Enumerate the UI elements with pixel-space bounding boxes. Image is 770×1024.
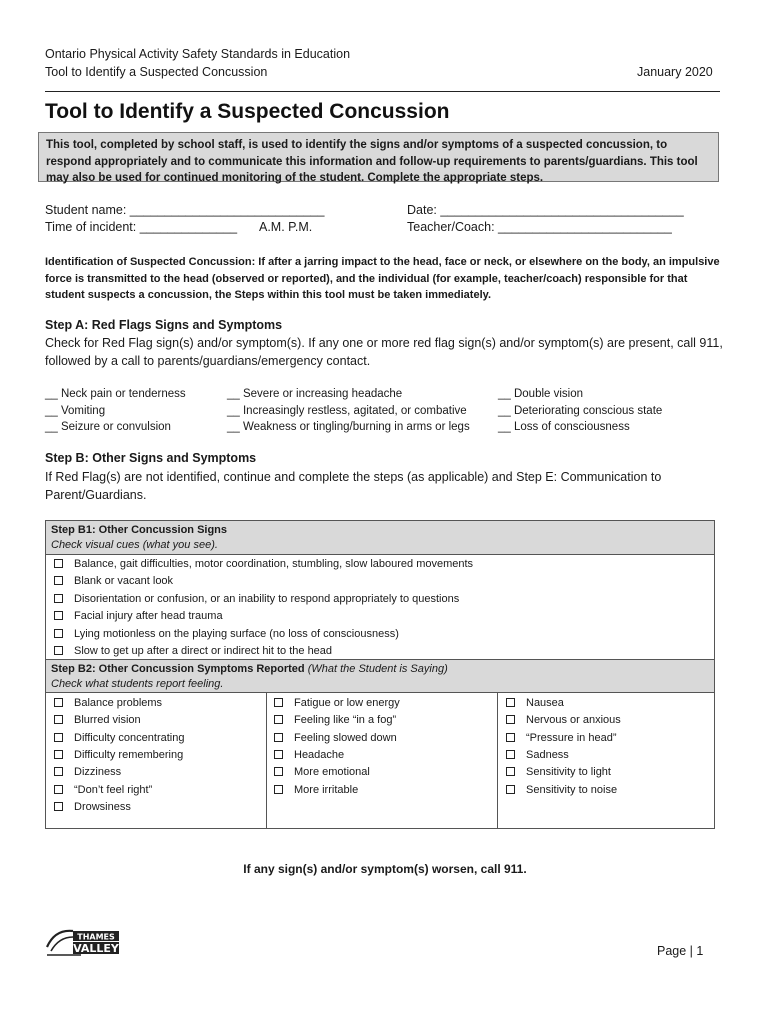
time-of-incident-field[interactable]: Time of incident: ______________ xyxy=(45,220,238,234)
b2-item-label: Sensitivity to light xyxy=(526,766,611,778)
b2-item[interactable] xyxy=(54,765,121,779)
b2-item[interactable] xyxy=(54,696,162,710)
step-b-text: If Red Flag(s) are not identified, continue and complete the steps (as applicable) and Step E: Communication to Parent/Guardians. xyxy=(45,470,662,502)
b1-item[interactable] xyxy=(54,574,173,588)
b2-item[interactable] xyxy=(54,748,183,762)
b2-item[interactable] xyxy=(54,713,141,727)
b2-item-label: Sensitivity to noise xyxy=(526,784,618,796)
red-flag-item[interactable]: __ Weakness or tingling/burning in arms or legs xyxy=(227,421,470,433)
column-divider xyxy=(497,692,498,829)
date-field[interactable]: Date: ___________________________________ xyxy=(407,203,684,217)
logo-mark xyxy=(45,925,125,959)
checkbox[interactable] xyxy=(274,733,283,742)
header-rule xyxy=(45,91,720,92)
table-divider xyxy=(46,554,714,555)
step-b2-title: Step B2: Other Concussion Symptoms Reported xyxy=(51,663,305,675)
b2-item-label: Difficulty remembering xyxy=(74,749,184,761)
checkbox[interactable] xyxy=(274,785,283,794)
b1-item[interactable] xyxy=(54,627,399,641)
red-flag-item[interactable]: __ Neck pain or tenderness xyxy=(45,388,186,400)
step-b2-header xyxy=(46,660,714,692)
logo-text-line-1: THAMES xyxy=(77,932,115,942)
column-divider xyxy=(266,692,267,829)
thames-valley-logo xyxy=(45,925,125,964)
checkbox[interactable] xyxy=(274,750,283,759)
table-divider xyxy=(46,692,714,693)
b1-item-label: Lying motionless on the playing surface (no loss of consciousness) xyxy=(74,628,399,640)
checkbox[interactable] xyxy=(54,611,63,620)
checkbox[interactable] xyxy=(274,698,283,707)
header-line-1: Ontario Physical Activity Safety Standards in Education xyxy=(45,47,351,61)
b2-item[interactable] xyxy=(506,713,621,727)
step-b1-title: Step B1: Other Concussion Signs xyxy=(51,524,228,536)
b2-item[interactable] xyxy=(506,696,564,710)
b1-item[interactable] xyxy=(54,644,332,658)
b2-item-label: Feeling like “in a fog” xyxy=(294,714,397,726)
b2-item-label: Drowsiness xyxy=(74,801,131,813)
b1-item-label: Blank or vacant look xyxy=(74,575,174,587)
b2-item-label: Nausea xyxy=(526,697,564,709)
b2-item[interactable] xyxy=(274,765,370,779)
b1-item[interactable] xyxy=(54,609,223,623)
checkbox[interactable] xyxy=(506,733,515,742)
b2-item[interactable] xyxy=(506,748,569,762)
b2-item[interactable] xyxy=(506,765,611,779)
checkbox[interactable] xyxy=(506,715,515,724)
red-flag-item[interactable]: __ Seizure or convulsion xyxy=(45,421,171,433)
b2-item[interactable] xyxy=(274,731,397,745)
step-b-heading: Step B: Other Signs and Symptoms xyxy=(45,451,257,465)
b2-item-label: Sadness xyxy=(526,749,569,761)
checkbox[interactable] xyxy=(54,733,63,742)
b2-item[interactable] xyxy=(274,713,396,727)
step-a-heading: Step A: Red Flags Signs and Symptoms xyxy=(45,318,283,332)
signs-symptoms-table xyxy=(45,520,715,829)
step-a-text: Check for Red Flag sign(s) and/or symptom(s). If any one or more red flag sign(s) and/or symptom(s) are present, call 911, followed by a call to parents/guardians/emergency contact. xyxy=(45,336,723,368)
b2-item-label: Nervous or anxious xyxy=(526,714,621,726)
logo-text-line-2: VALLEY xyxy=(73,942,119,955)
b2-item-label: Feeling slowed down xyxy=(294,732,397,744)
intro-box: This tool, completed by school staff, is used to identify the signs and/or symptoms of a suspected concussion, to respond appropriately and to communicate this information and follow-up requirements to parents/guardians. This tool may also be used for continued monitoring of the student. Complete the appropriate steps. xyxy=(38,132,719,182)
b2-item-label: Blurred vision xyxy=(74,714,141,726)
b2-item-label: “Don’t feel right” xyxy=(74,784,153,796)
b2-item-label: Fatigue or low energy xyxy=(294,697,400,709)
b2-item-label: Dizziness xyxy=(74,766,122,778)
red-flag-col-2 xyxy=(227,386,470,436)
step-b2-title-note: (What the Student is Saying) xyxy=(307,663,448,675)
red-flag-item[interactable]: __ Loss of consciousness xyxy=(498,421,630,433)
identification-paragraph: Identification of Suspected Concussion: If after a jarring impact to the head, face or neck, or elsewhere on the body, an impulsive force is transmitted to the head (observed or reported), and the individual (for example, teacher/coach) responsible for that student suspects a concussion, the Steps within this tool must be taken immediately. xyxy=(45,256,720,301)
b2-item-label: More irritable xyxy=(294,784,359,796)
checkbox[interactable] xyxy=(274,767,283,776)
checkbox[interactable] xyxy=(54,750,63,759)
b2-item-label: More emotional xyxy=(294,766,370,778)
checkbox[interactable] xyxy=(54,802,63,811)
b1-item-label: Balance, gait difficulties, motor coordination, stumbling, slow laboured movements xyxy=(74,558,474,570)
checkbox[interactable] xyxy=(506,698,515,707)
b1-item-label: Disorientation or confusion, or an inability to respond appropriately to questions xyxy=(74,593,460,605)
checkbox[interactable] xyxy=(54,698,63,707)
step-b1-header xyxy=(46,521,714,554)
checkbox[interactable] xyxy=(506,785,515,794)
red-flag-col-1 xyxy=(45,386,186,436)
b2-item[interactable] xyxy=(506,783,617,797)
b2-item[interactable] xyxy=(54,731,184,745)
b2-item[interactable] xyxy=(506,731,617,745)
checkbox[interactable] xyxy=(54,646,63,655)
red-flag-item[interactable]: __ Severe or increasing headache xyxy=(227,388,403,400)
step-b2-subtitle: Check what students report feeling. xyxy=(51,678,224,690)
checkbox[interactable] xyxy=(54,767,63,776)
checkbox[interactable] xyxy=(54,629,63,638)
red-flag-item[interactable]: __ Double vision xyxy=(498,388,584,400)
b2-item-label: Difficulty concentrating xyxy=(74,732,185,744)
red-flag-item[interactable]: __ Vomiting xyxy=(45,404,106,417)
b2-item-label: “Pressure in head” xyxy=(526,732,617,744)
checkbox[interactable] xyxy=(54,594,63,603)
b2-item-label: Balance problems xyxy=(74,697,163,709)
b1-item-label: Slow to get up after a direct or indirect hit to the head xyxy=(74,645,333,657)
b2-item[interactable] xyxy=(54,783,152,797)
b2-item[interactable] xyxy=(274,748,344,762)
b2-item[interactable] xyxy=(54,800,131,814)
header-line-2: Tool to Identify a Suspected Concussion xyxy=(45,65,268,79)
worsen-warning: If any sign(s) and/or symptom(s) worsen, call 911. xyxy=(243,862,527,876)
red-flag-col-3 xyxy=(498,386,662,436)
b2-item[interactable] xyxy=(274,696,400,710)
teacher-coach-field[interactable]: Teacher/Coach: _________________________ xyxy=(407,220,672,234)
b2-item-label: Headache xyxy=(294,749,345,761)
student-name-field[interactable]: Student name: ____________________________ xyxy=(45,203,325,217)
checkbox[interactable] xyxy=(274,715,283,724)
checkbox[interactable] xyxy=(54,576,63,585)
red-flag-item[interactable]: __ Deteriorating conscious state xyxy=(498,404,663,417)
header-date: January 2020 xyxy=(637,65,713,79)
b1-item-label: Facial injury after head trauma xyxy=(74,610,223,622)
checkbox[interactable] xyxy=(54,715,63,724)
page-title: Tool to Identify a Suspected Concussion xyxy=(45,100,450,123)
page-number: Page | 1 xyxy=(657,944,704,958)
checkbox[interactable] xyxy=(506,750,515,759)
checkbox[interactable] xyxy=(54,559,63,568)
b2-item[interactable] xyxy=(274,783,358,797)
checkbox[interactable] xyxy=(506,767,515,776)
b1-item[interactable] xyxy=(54,557,473,571)
checkbox[interactable] xyxy=(54,785,63,794)
am-pm-choice[interactable]: A.M. P.M. xyxy=(259,220,313,234)
step-b1-subtitle: Check visual cues (what you see). xyxy=(51,539,218,551)
red-flag-item[interactable]: __ Increasingly restless, agitated, or combative xyxy=(227,404,467,417)
b1-item[interactable] xyxy=(54,592,459,606)
